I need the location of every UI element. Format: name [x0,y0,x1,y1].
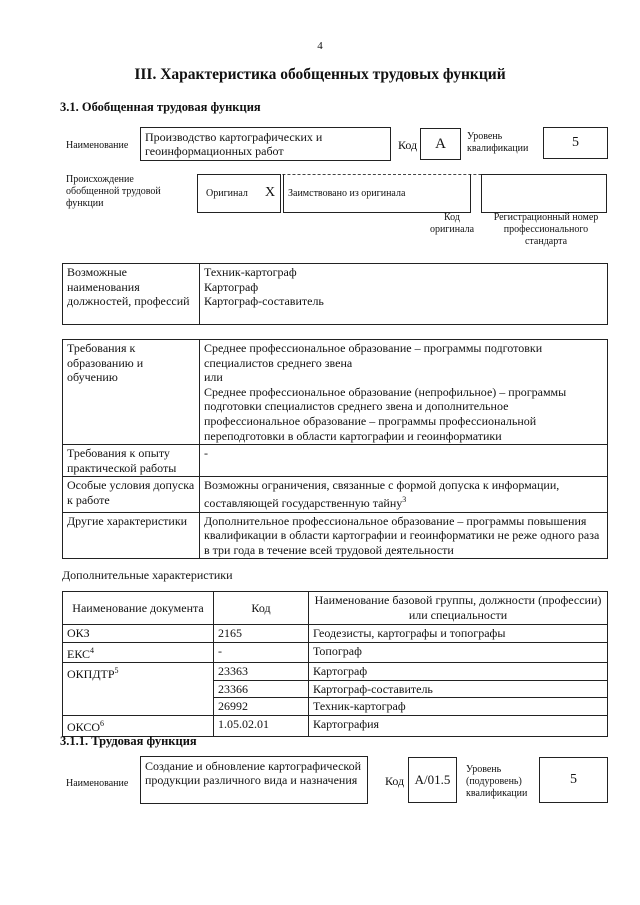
name-cell: Картография [309,715,608,736]
doc-cell [63,642,214,663]
code-cell: 2165 [214,625,309,643]
footnote-mark: 4 [90,645,95,655]
tf-level-label: Уровень (подуровень) квалификации [466,764,528,799]
education-label: Требования к образованию и обучению [63,340,200,445]
doc-cell [63,715,214,736]
requirements-table [62,339,608,559]
code-cell: 23363 [214,663,309,681]
gtf-level-label: Уровень квалификации [467,131,529,154]
additional-title: Дополнительные характеристики [62,568,233,582]
origin-original-label: Оригинал [206,188,248,199]
experience-label: Требования к опыту практической работы [63,445,200,477]
col-header-name: Наименование базовой группы, должности (профессии) или специальности [309,592,608,625]
doc-cell [63,663,214,716]
name-cell: Топограф [309,642,608,663]
code-cell: 23366 [214,680,309,698]
name-cell: Картограф [309,663,608,681]
other-label: Другие характеристики [63,512,200,559]
experience-value: - [200,445,608,477]
table-row [63,642,608,663]
name-cell: Геодезисты, картографы и топографы [309,625,608,643]
footnote-mark: 6 [100,718,105,728]
table-row [63,663,608,681]
positions-label: Возможные наименования должностей, профессий [63,264,200,325]
position-item: Картограф-составитель [204,294,324,309]
gtf-level-value: 5 [543,127,608,159]
tf-name-value: Создание и обновление картографической продукции различного вида и назначения [140,756,368,804]
table-row [63,625,608,643]
doc-text: ЕКС [67,646,91,661]
admission-value [200,477,608,512]
origin-mark: X [265,185,276,200]
origin-borrowed-label: Заимствовано из оригинала [288,188,406,199]
code-cell: 26992 [214,698,309,716]
gtf-name-value: Производство картографических и геоинформационных работ [140,127,391,161]
code-cell: - [214,642,309,663]
name-cell: Картограф-составитель [309,680,608,698]
admission-text: Возможны ограничения, связанные с формой допуска к информации, составляющей государственную тайну [204,478,560,510]
section-heading: 3.1. Обобщенная трудовая функция [60,100,261,114]
col-header-code: Код [214,592,309,625]
table-row [63,715,608,736]
gtf-name-label: Наименование [66,140,129,151]
education-value: Среднее профессиональное образование – программы подготовки специалистов среднего звена или Среднее профессиональное образование (непрофильное) – программы подготовки специалистов среднего звена и дополнительное профессиональное образование – программы профессиональной переподготовки в области картографии и геоинформатики [200,340,608,445]
tf-code-value: A/01.5 [408,757,457,803]
col-header-doc: Наименование документа [63,592,214,625]
positions-list [200,264,608,325]
origin-code-caption: Код оригинала [429,212,475,235]
position-item: Техник-картограф [204,265,297,279]
other-value: Дополнительное профессиональное образование – программы повышения квалификации в области картографии и геоинформатики не реже одного раза в три года в течение всей трудовой деятельности [200,512,608,559]
page-number: 4 [317,40,323,52]
positions-table [62,263,608,325]
origin-label: Происхождение обобщенной трудовой функции [66,174,161,209]
tf-code-label: Код [385,774,405,788]
tf-level-value: 5 [539,757,608,803]
footnote-mark: 5 [114,666,119,676]
footnote-mark: 3 [402,494,407,504]
admission-label: Особые условия допуска к работе [63,477,200,512]
gtf-code-value: A [420,128,461,160]
name-cell: Техник-картограф [309,698,608,716]
tf-name-label: Наименование [66,778,129,789]
subsection-heading: 3.1.1. Трудовая функция [60,734,197,748]
doc-text: ОКСО [67,719,101,734]
page-title: III. Характеристика обобщенных трудовых функций [134,66,506,83]
doc-cell: ОКЗ [63,625,214,643]
code-cell: 1.05.02.01 [214,715,309,736]
position-item: Картограф [204,279,259,294]
origin-reg-caption: Регистрационный номер профессионального стандарта [493,212,599,247]
gtf-code-label: Код [398,138,418,152]
additional-table [62,591,608,737]
doc-text: ОКПДТР [67,667,115,682]
